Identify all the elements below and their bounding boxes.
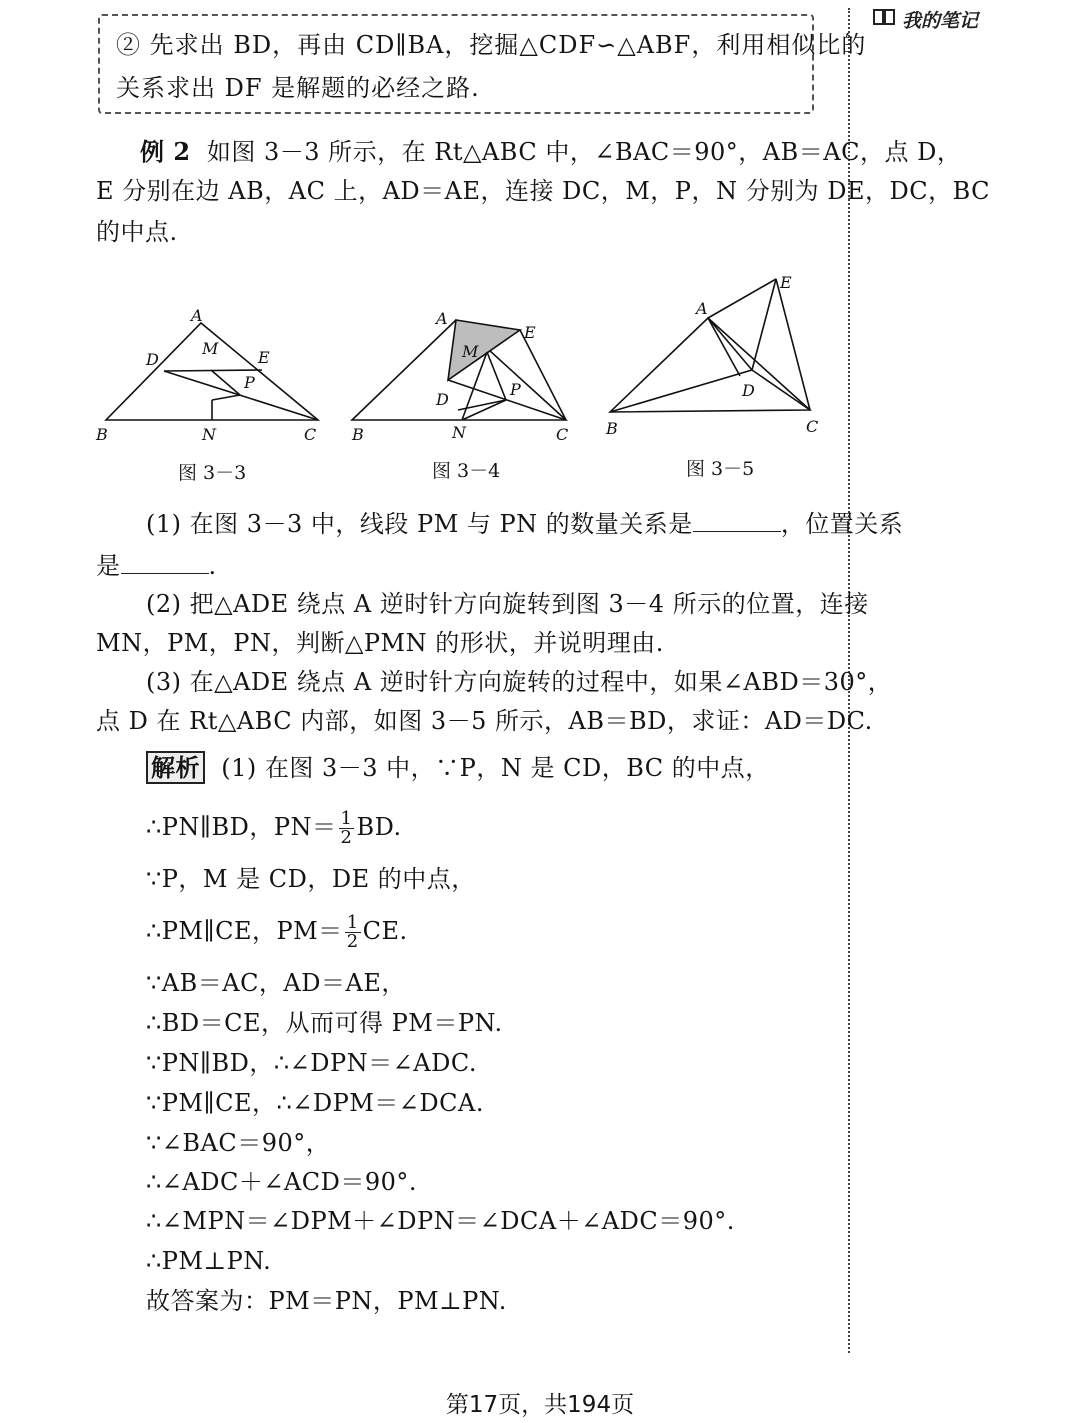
solution-tag: 解析 — [146, 751, 205, 784]
fig3-label-e: E — [780, 273, 792, 292]
solution-step-1 — [146, 806, 402, 848]
fig2-label-n: N — [452, 423, 466, 442]
fig1-label-a: A — [191, 306, 203, 325]
fig2-label-e: E — [524, 323, 536, 342]
example-text-1: 如图 3－3 所示，在 Rt△ABC 中，∠BAC＝90°，AB＝AC，点 D， — [206, 138, 962, 166]
solution-step-3-a: ∴PM∥CE，PM＝ — [146, 917, 343, 945]
fraction-num-1: 1 — [340, 808, 353, 829]
solution-step-4: ∵AB＝AC，AD＝AE， — [146, 969, 406, 997]
fraction-den-2: 2 — [346, 931, 359, 952]
solution-step-6: ∵PN∥BD，∴∠DPN＝∠ADC. — [146, 1049, 477, 1077]
question-3-line-1: (3) 在△ADE 绕点 A 逆时针方向旋转的过程中，如果∠ABD＝30°， — [146, 668, 893, 696]
notes-header — [872, 6, 978, 33]
fig2-label-m: M — [462, 342, 479, 361]
solution-step-3 — [146, 910, 408, 952]
fraction-half-1 — [339, 810, 355, 847]
solution-step-12: 故答案为：PM＝PN，PM⊥PN. — [146, 1287, 507, 1315]
tip-line-1: ② 先求出 BD，再由 CD∥BA，挖掘△CDF∽△ABF，利用相似比的 — [116, 31, 867, 59]
fraction-den-1: 2 — [340, 827, 353, 848]
question-2-line-1: (2) 把△ADE 绕点 A 逆时针方向旋转到图 3－4 所示的位置，连接 — [146, 590, 869, 618]
fig3-label-d: D — [742, 381, 755, 400]
fraction-half-2 — [345, 914, 361, 951]
question-1-text-b: ，位置关系 — [780, 510, 904, 538]
solution-step-11: ∴PM⊥PN. — [146, 1247, 272, 1275]
fig1-label-p: P — [244, 373, 255, 392]
solution-step-5: ∴BD＝CE，从而可得 PM＝PN. — [146, 1009, 503, 1037]
fraction-num-2: 1 — [346, 912, 359, 933]
fig2-label-d: D — [436, 390, 449, 409]
fig1-label-b: B — [96, 425, 108, 444]
example-line-3: 的中点. — [96, 218, 178, 246]
fig2-label-b: B — [352, 425, 364, 444]
fig2-label-c: C — [556, 425, 569, 444]
question-1-line-2 — [96, 548, 217, 584]
solution-intro-line — [146, 750, 770, 786]
caption-fig-3-4: 图 3－4 — [432, 460, 501, 482]
fig2-label-a: A — [436, 309, 448, 328]
question-2-line-2: MN，PM，PN，判断△PMN 的形状，并说明理由. — [96, 629, 664, 657]
caption-fig-3-5: 图 3－5 — [686, 458, 755, 480]
notes-title: 我的笔记 — [902, 10, 979, 32]
question-1-text-c: 是 — [96, 552, 121, 580]
fig1-label-m: M — [202, 339, 219, 358]
solution-step-10: ∴∠MPN＝∠DPM＋∠DPN＝∠DCA＋∠ADC＝90°. — [146, 1207, 735, 1235]
question-1-text-a: (1) 在图 3－3 中，线段 PM 与 PN 的数量关系是 — [146, 510, 693, 538]
book-icon — [872, 8, 896, 31]
fig3-label-c: C — [806, 417, 819, 436]
fig3-label-a: A — [696, 299, 708, 318]
solution-step-2: ∵P，M 是 CD，DE 的中点， — [146, 865, 476, 893]
solution-step-1-a: ∴PN∥BD，PN＝ — [146, 813, 337, 841]
example-line-2: E 分别在边 AB，AC 上，AD＝AE，连接 DC，M，P，N 分别为 DE，DC，BC — [96, 177, 991, 205]
answer-blank-2[interactable] — [121, 549, 209, 574]
fig1-label-c: C — [304, 425, 317, 444]
fig3-label-b: B — [606, 419, 618, 438]
fig1-label-n: N — [202, 425, 216, 444]
solution-step-3-b: CE. — [362, 917, 408, 945]
solution-step-8: ∵∠BAC＝90°， — [146, 1129, 331, 1157]
figure-3-5 — [610, 279, 810, 412]
question-1-text-d: . — [208, 552, 217, 580]
solution-step-1-b: BD. — [356, 813, 402, 841]
solution-step-9: ∴∠ADC＋∠ACD＝90°. — [146, 1168, 418, 1196]
fig1-label-e: E — [258, 348, 270, 367]
example-line-1 — [140, 134, 961, 170]
solution-intro: (1) 在图 3－3 中，∵P，N 是 CD，BC 的中点， — [221, 754, 770, 782]
answer-blank-1[interactable] — [693, 507, 781, 532]
question-3-line-2: 点 D 在 Rt△ABC 内部，如图 3－5 所示，AB＝BD，求证：AD＝DC. — [96, 707, 873, 735]
fig2-label-p: P — [510, 380, 521, 399]
question-1-line-1 — [146, 506, 903, 542]
tip-line-2: 关系求出 DF 是解题的必经之路. — [116, 74, 480, 102]
page-footer: 第17页，共194页 — [445, 1392, 635, 1418]
solution-step-7: ∵PM∥CE，∴∠DPM＝∠DCA. — [146, 1089, 484, 1117]
fig1-label-d: D — [146, 350, 159, 369]
caption-fig-3-3: 图 3－3 — [178, 462, 247, 484]
figure-3-3 — [0, 260, 318, 420]
example-label: 例 2 — [140, 137, 191, 166]
geometry-figures — [0, 260, 848, 450]
